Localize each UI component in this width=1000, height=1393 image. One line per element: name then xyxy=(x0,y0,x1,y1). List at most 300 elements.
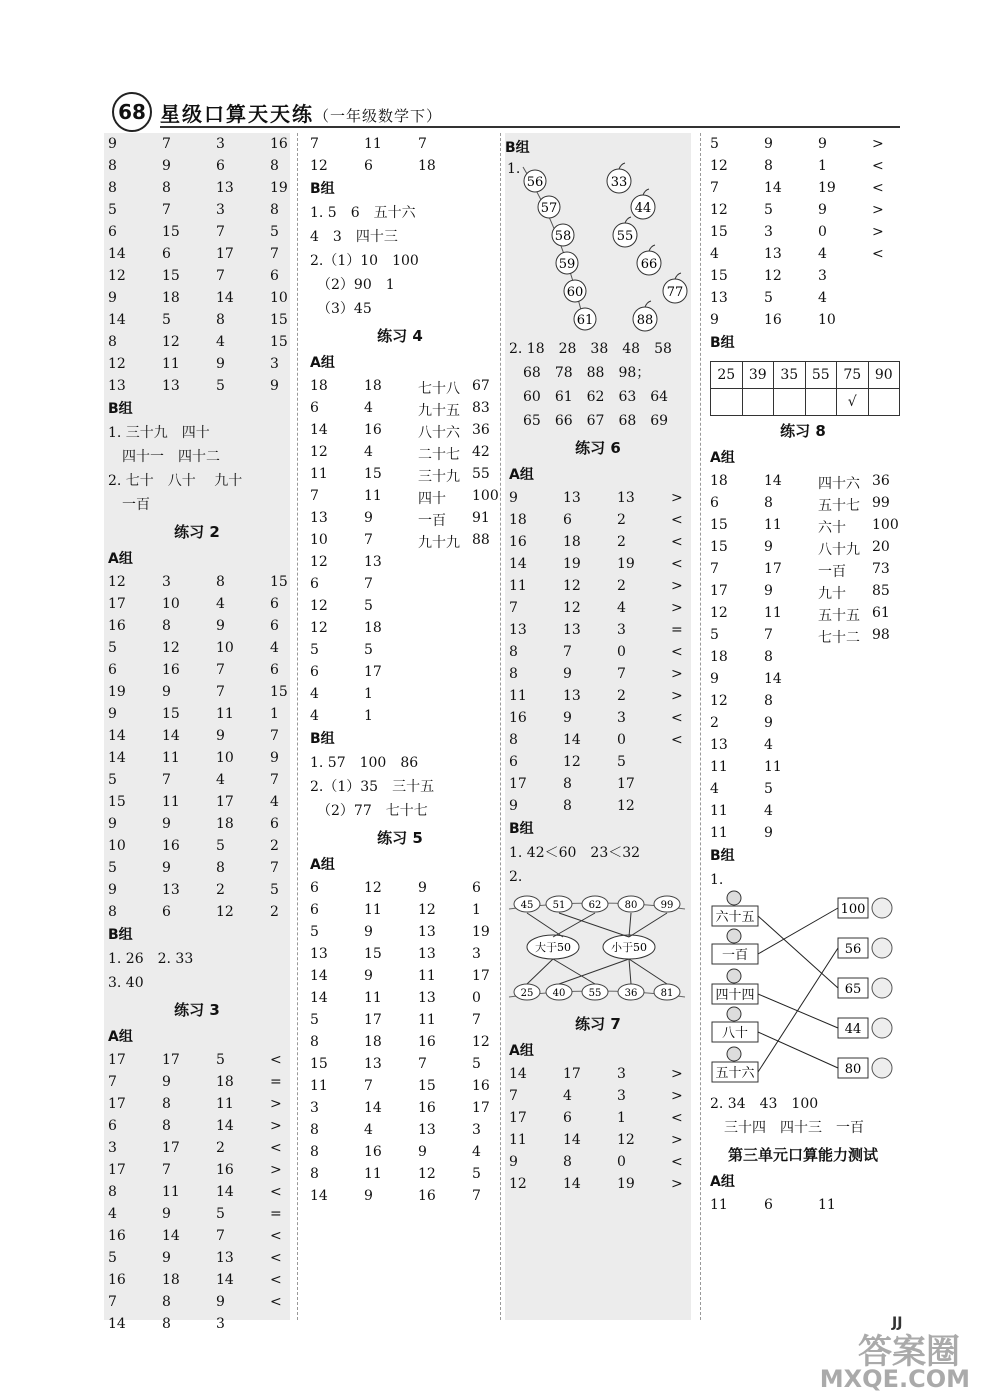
answer-row xyxy=(104,879,290,901)
match-line xyxy=(758,916,838,988)
answer-cell: 11 xyxy=(162,1184,180,1200)
answer-row xyxy=(505,1085,691,1107)
answer-cell: 17 xyxy=(509,776,527,792)
answer-cell: 五十七 xyxy=(818,498,860,514)
answer-row xyxy=(505,773,691,795)
answer-cell: 12 xyxy=(472,1034,490,1050)
answer-cell: 4 xyxy=(216,596,225,612)
answer-cell: 12 xyxy=(617,1132,635,1148)
answer-cell: 7 xyxy=(364,532,373,548)
answer-line: （2）90 1 xyxy=(310,277,395,293)
answer-cell: 6 xyxy=(310,902,319,918)
connector-line xyxy=(559,913,629,937)
answer-cell: 1 xyxy=(364,708,373,724)
answer-cell: 7 xyxy=(270,728,279,744)
answer-row xyxy=(306,551,494,573)
answer-cell: 0 xyxy=(472,990,481,1006)
answer-cell: 9 xyxy=(270,750,279,766)
answer-row xyxy=(104,1313,290,1335)
answer-cell: 5 xyxy=(270,882,279,898)
apple-stem xyxy=(649,245,655,251)
answer-cell: 6 xyxy=(310,400,319,416)
answer-cell: 8 xyxy=(162,180,171,196)
answer-cell: 17 xyxy=(108,596,126,612)
answer-cell: 7 xyxy=(418,1056,427,1072)
answer-cell: 17 xyxy=(617,776,635,792)
answer-row xyxy=(505,487,691,509)
answer-row xyxy=(306,921,494,943)
answer-line: 1. 42＜60 23＜32 xyxy=(509,845,641,861)
answer-cell: > xyxy=(270,1118,282,1134)
answer-cell: 八十六 xyxy=(418,425,460,441)
answer-cell: 8 xyxy=(216,860,225,876)
answer-cell: 9 xyxy=(418,1144,427,1160)
answer-row xyxy=(706,800,900,822)
answer-cell: 14 xyxy=(310,990,328,1006)
answer-cell: 6 xyxy=(364,158,373,174)
answer-cell: 83 xyxy=(472,400,490,416)
answer-cell: 五十五 xyxy=(818,608,860,624)
answer-cell: 13 xyxy=(418,924,436,940)
answer-cell: 18 xyxy=(364,620,382,636)
answer-row xyxy=(505,707,691,729)
answer-row xyxy=(706,177,900,199)
answer-cell: 2 xyxy=(617,534,626,550)
answer-cell: 98 xyxy=(872,627,890,643)
answer-cell: 19 xyxy=(108,684,126,700)
answer-cell: 2 xyxy=(216,882,225,898)
answer-cell: 6 xyxy=(108,1118,117,1134)
answer-cell: 0 xyxy=(617,1154,626,1170)
answer-cell: 9 xyxy=(216,728,225,744)
flower-label: 44 xyxy=(844,1022,862,1037)
answer-cell: 7 xyxy=(364,576,373,592)
answer-cell: 9 xyxy=(764,715,773,731)
answer-cell: 12 xyxy=(310,158,328,174)
answer-cell: 6 xyxy=(764,1197,773,1213)
answer-row xyxy=(505,553,691,575)
answer-cell: 6 xyxy=(270,596,279,612)
answer-cell: 13 xyxy=(162,378,180,394)
answer-cell: 5 xyxy=(764,202,773,218)
answer-cell: 15 xyxy=(162,224,180,240)
answer-cell: 8 xyxy=(310,1144,319,1160)
answer-cell: 12 xyxy=(710,693,728,709)
answer-cell: 85 xyxy=(872,583,890,599)
connector-line xyxy=(629,913,631,937)
bee-label: 一百 xyxy=(721,948,749,963)
answer-cell: 13 xyxy=(710,737,728,753)
answer-cell: 16 xyxy=(418,1188,436,1204)
apple-stem xyxy=(643,189,649,195)
flower-label: 80 xyxy=(844,1062,862,1077)
answer-row xyxy=(505,1129,691,1151)
answer-cell: 100 xyxy=(872,517,899,533)
bee-label: 五十六 xyxy=(715,1066,755,1081)
answer-cell: 5 xyxy=(108,1250,117,1266)
answer-row xyxy=(306,1097,494,1119)
answer-cell: 3 xyxy=(617,1066,626,1082)
answer-cell: 9 xyxy=(509,1154,518,1170)
answer-cell: 9 xyxy=(818,202,827,218)
answer-cell: > xyxy=(671,1066,683,1082)
answer-cell: 8 xyxy=(310,1122,319,1138)
answer-cell: 九十 xyxy=(818,586,846,602)
answer-cell: 5 xyxy=(364,642,373,658)
connector-line xyxy=(527,959,553,984)
group-label: A组 xyxy=(710,450,735,466)
group-label: A组 xyxy=(710,1174,735,1190)
answer-row xyxy=(104,769,290,791)
answer-row xyxy=(306,397,494,419)
answer-cell: 4 xyxy=(270,640,279,656)
bead-label: 57 xyxy=(540,201,558,216)
group-label: A组 xyxy=(509,467,534,483)
answer-cell: 4 xyxy=(818,246,827,262)
answer-cell: 七十二 xyxy=(818,630,860,646)
answer-cell: 8 xyxy=(764,649,773,665)
answer-cell: 7 xyxy=(710,180,719,196)
answer-line: 1. 57 100 86 xyxy=(310,755,419,771)
answer-cell: 13 xyxy=(364,554,382,570)
answer-row xyxy=(104,593,290,615)
answer-cell: < xyxy=(270,1184,282,1200)
answer-cell: 17 xyxy=(509,1110,527,1126)
answer-cell: < xyxy=(270,1228,282,1244)
answer-row xyxy=(706,514,900,536)
answer-cell: 67 xyxy=(472,378,490,394)
answer-row xyxy=(706,1194,900,1216)
answer-cell: 9 xyxy=(364,924,373,940)
answer-row xyxy=(706,668,900,690)
answer-cell: 13 xyxy=(418,990,436,1006)
answer-cell: 0 xyxy=(617,732,626,748)
answer-row xyxy=(104,637,290,659)
answer-cell: 8 xyxy=(509,666,518,682)
answer-cell: 5 xyxy=(108,202,117,218)
answer-cell: < xyxy=(872,246,884,262)
answer-cell: 19 xyxy=(563,556,581,572)
answer-cell: 11 xyxy=(162,794,180,810)
answer-cell: 15 xyxy=(710,224,728,240)
answer-cell: 4 xyxy=(310,708,319,724)
answer-cell: 14 xyxy=(216,1272,234,1288)
connector-line xyxy=(629,959,667,984)
answer-cell: 20 xyxy=(872,539,890,555)
answer-cell: 17 xyxy=(472,1100,490,1116)
answer-row xyxy=(104,287,290,309)
answer-cell: 6 xyxy=(162,904,171,920)
answer-row xyxy=(706,133,900,155)
answer-cell: 9 xyxy=(764,539,773,555)
answer-cell: 14 xyxy=(563,732,581,748)
answer-cell: 5 xyxy=(270,224,279,240)
bee-label: 八十 xyxy=(721,1026,749,1041)
answer-cell: 4 xyxy=(270,794,279,810)
answer-cell: 4 xyxy=(818,290,827,306)
answer-cell: < xyxy=(671,534,683,550)
apple-stem xyxy=(625,217,631,223)
answer-cell: 9 xyxy=(509,490,518,506)
connector-line xyxy=(553,913,595,937)
answer-row xyxy=(306,965,494,987)
answer-cell: 3 xyxy=(818,268,827,284)
answer-cell: 7 xyxy=(418,136,427,152)
answer-row xyxy=(306,1031,494,1053)
answer-cell: 9 xyxy=(162,684,171,700)
answer-cell: 91 xyxy=(472,510,490,526)
answer-cell: 8 xyxy=(162,1118,171,1134)
answer-cell: 13 xyxy=(216,1250,234,1266)
answer-cell: 14 xyxy=(310,1188,328,1204)
answer-cell: 15 xyxy=(710,268,728,284)
answer-cell: 11 xyxy=(710,759,728,775)
answer-cell: 8 xyxy=(310,1166,319,1182)
answer-cell: 15 xyxy=(270,312,288,328)
answer-cell: 36 xyxy=(472,422,490,438)
answer-cell: 11 xyxy=(310,1078,328,1094)
bead-label: 58 xyxy=(554,229,572,244)
answer-cell: 18 xyxy=(710,473,728,489)
leaf-label: 36 xyxy=(624,988,638,999)
answer-cell: 10 xyxy=(216,640,234,656)
answer-row xyxy=(306,617,494,639)
answer-cell: 6 xyxy=(108,224,117,240)
answer-cell: 9 xyxy=(364,510,373,526)
answer-cell: 4 xyxy=(364,1122,373,1138)
answer-row xyxy=(306,441,494,463)
answer-cell: 11 xyxy=(764,759,782,775)
answer-cell: 18 xyxy=(162,290,180,306)
answer-cell: 18 xyxy=(364,1034,382,1050)
answer-row xyxy=(104,615,290,637)
answer-cell: 10 xyxy=(270,290,288,306)
answer-cell: 7 xyxy=(162,1162,171,1178)
answer-row xyxy=(706,624,900,646)
answer-cell: 14 xyxy=(108,1316,126,1332)
group-label: B组 xyxy=(710,335,735,351)
answer-cell: 9 xyxy=(216,1294,225,1310)
answer-cell: 5 xyxy=(108,640,117,656)
bead-label: 56 xyxy=(526,175,544,190)
answer-cell: 9 xyxy=(710,312,719,328)
answer-row xyxy=(104,1093,290,1115)
page-number: 68 xyxy=(112,92,152,132)
answer-cell: 九十五 xyxy=(418,403,460,419)
answer-cell: > xyxy=(671,1132,683,1148)
answer-cell: 8 xyxy=(216,574,225,590)
bowl-label: 大于50 xyxy=(535,941,571,954)
question-number: 1. xyxy=(507,161,521,177)
answer-cell: < xyxy=(671,644,683,660)
answer-cell: 3 xyxy=(216,202,225,218)
answer-row xyxy=(306,987,494,1009)
answer-cell: 4 xyxy=(617,600,626,616)
leaf-label: 25 xyxy=(520,988,534,999)
connector-line xyxy=(559,959,629,984)
answer-cell: 16 xyxy=(270,136,288,152)
answer-cell: 7 xyxy=(270,246,279,262)
answer-cell: 5 xyxy=(472,1056,481,1072)
answer-cell: 16 xyxy=(216,1162,234,1178)
answer-cell: 4 xyxy=(216,772,225,788)
answer-cell: = xyxy=(270,1206,282,1222)
answer-cell: > xyxy=(671,490,683,506)
exercise-title: 练习 6 xyxy=(575,439,621,457)
answer-cell: 14 xyxy=(162,728,180,744)
answer-cell: 19 xyxy=(617,556,635,572)
answer-row xyxy=(104,703,290,725)
answer-line: 四十一 四十二 xyxy=(108,449,220,465)
answer-cell: 9 xyxy=(270,378,279,394)
answer-cell: 16 xyxy=(509,710,527,726)
answer-cell: 7 xyxy=(617,666,626,682)
answer-cell: 5 xyxy=(216,378,225,394)
answer-cell: 14 xyxy=(764,473,782,489)
answer-cell: 16 xyxy=(364,1144,382,1160)
answer-cell: 11 xyxy=(818,1197,836,1213)
answer-cell: 9 xyxy=(364,1188,373,1204)
answer-cell: 18 xyxy=(710,649,728,665)
answer-cell: 17 xyxy=(764,561,782,577)
leaf-label: 51 xyxy=(552,900,566,911)
answer-cell: < xyxy=(270,1272,282,1288)
answer-row xyxy=(306,1009,494,1031)
answer-cell: 3 xyxy=(764,224,773,240)
answer-cell: 4 xyxy=(310,686,319,702)
answer-cell: 12 xyxy=(108,356,126,372)
answer-cell: 1 xyxy=(472,902,481,918)
answer-cell: 15 xyxy=(710,517,728,533)
answer-cell: 12 xyxy=(617,798,635,814)
answer-cell: 9 xyxy=(108,290,117,306)
answer-column-1 xyxy=(104,133,290,1332)
answer-cell: 9 xyxy=(216,618,225,634)
answer-row xyxy=(104,1137,290,1159)
answer-cell: 5 xyxy=(108,860,117,876)
answer-row xyxy=(104,857,290,879)
exercise-title: 第三单元口算能力测试 xyxy=(727,1146,878,1164)
answer-cell: 17 xyxy=(108,1096,126,1112)
answer-row xyxy=(306,595,494,617)
answer-cell: 42 xyxy=(472,444,490,460)
answer-row xyxy=(104,309,290,331)
answer-cell: 55 xyxy=(472,466,490,482)
answer-cell: 6 xyxy=(310,576,319,592)
answer-cell: 6 xyxy=(270,662,279,678)
answer-cell: 5 xyxy=(216,838,225,854)
answer-cell: 7 xyxy=(472,1012,481,1028)
answer-cell: 13 xyxy=(418,946,436,962)
answer-cell: 7 xyxy=(270,772,279,788)
answer-line: 1. 三十九 四十 xyxy=(108,425,210,441)
answer-cell: 11 xyxy=(364,902,382,918)
answer-cell: 6 xyxy=(270,268,279,284)
answer-cell: 7 xyxy=(509,1088,518,1104)
answer-cell: 八十九 xyxy=(818,542,860,558)
answer-row xyxy=(706,155,900,177)
match-line xyxy=(758,1032,838,1068)
answer-row xyxy=(104,1049,290,1071)
answer-cell: 3 xyxy=(108,1140,117,1156)
answer-cell: 17 xyxy=(216,246,234,262)
answer-cell: 5 xyxy=(617,754,626,770)
column-divider xyxy=(297,133,298,1320)
answer-cell: 5 xyxy=(310,924,319,940)
watermark-text: 答案圈 xyxy=(858,1332,960,1372)
answer-cell: 4 xyxy=(364,444,373,460)
matching-diagram xyxy=(706,892,900,1092)
answer-cell: 9 xyxy=(162,1074,171,1090)
flower-label: 65 xyxy=(844,982,862,997)
answer-line: 4 3 四十三 xyxy=(310,229,398,245)
answer-cell: 9 xyxy=(364,968,373,984)
answer-cell: < xyxy=(671,1154,683,1170)
answer-cell: 36 xyxy=(872,473,890,489)
answer-cell: = xyxy=(671,622,683,638)
leaf-label: 45 xyxy=(520,900,534,911)
answer-cell: 2 xyxy=(216,1140,225,1156)
answer-row xyxy=(306,375,494,397)
bee-icon xyxy=(727,1047,741,1061)
apple-label: 33 xyxy=(610,175,628,190)
answer-cell: 12 xyxy=(310,444,328,460)
answer-row xyxy=(104,1225,290,1247)
answer-row xyxy=(104,747,290,769)
answer-cell: 11 xyxy=(162,356,180,372)
answer-cell: 9 xyxy=(563,710,572,726)
answer-cell: 8 xyxy=(764,495,773,511)
answer-cell: 13 xyxy=(563,622,581,638)
exercise-title: 练习 3 xyxy=(174,1001,220,1019)
answer-cell: 6 xyxy=(270,618,279,634)
column-divider xyxy=(700,133,701,1320)
flower-label: 100 xyxy=(840,902,866,917)
answer-cell: 13 xyxy=(162,882,180,898)
answer-cell: 100 xyxy=(472,488,499,504)
answer-row xyxy=(306,463,494,485)
answer-line: 2.（1）10 100 xyxy=(310,253,419,269)
apple-chain-figure xyxy=(505,157,691,337)
answer-line: 2. 18 28 38 48 58 xyxy=(509,341,672,357)
answer-cell: 11 xyxy=(509,578,527,594)
answer-row xyxy=(505,751,691,773)
answer-cell: 二十七 xyxy=(418,447,460,463)
answer-cell: 9 xyxy=(108,136,117,152)
answer-cell: 16 xyxy=(108,1272,126,1288)
table-check xyxy=(711,389,743,416)
answer-cell: 13 xyxy=(310,510,328,526)
group-label: B组 xyxy=(310,731,335,747)
answer-cell: 7 xyxy=(162,136,171,152)
answer-cell: 三十九 xyxy=(418,469,460,485)
answer-line: 1. 5 6 五十六 xyxy=(310,205,416,221)
answer-cell: 9 xyxy=(563,666,572,682)
answer-cell: 四十六 xyxy=(818,476,860,492)
answer-row xyxy=(306,705,494,727)
answer-cell: 17 xyxy=(472,968,490,984)
answer-row xyxy=(505,1173,691,1195)
table-check xyxy=(742,389,774,416)
answer-row xyxy=(706,309,900,331)
answer-cell: 14 xyxy=(764,180,782,196)
answer-cell: 14 xyxy=(108,750,126,766)
answer-cell: 6 xyxy=(270,816,279,832)
answer-cell: < xyxy=(671,1110,683,1126)
answer-cell: 七十八 xyxy=(418,381,460,397)
answer-row xyxy=(706,221,900,243)
answer-cell: 1 xyxy=(818,158,827,174)
